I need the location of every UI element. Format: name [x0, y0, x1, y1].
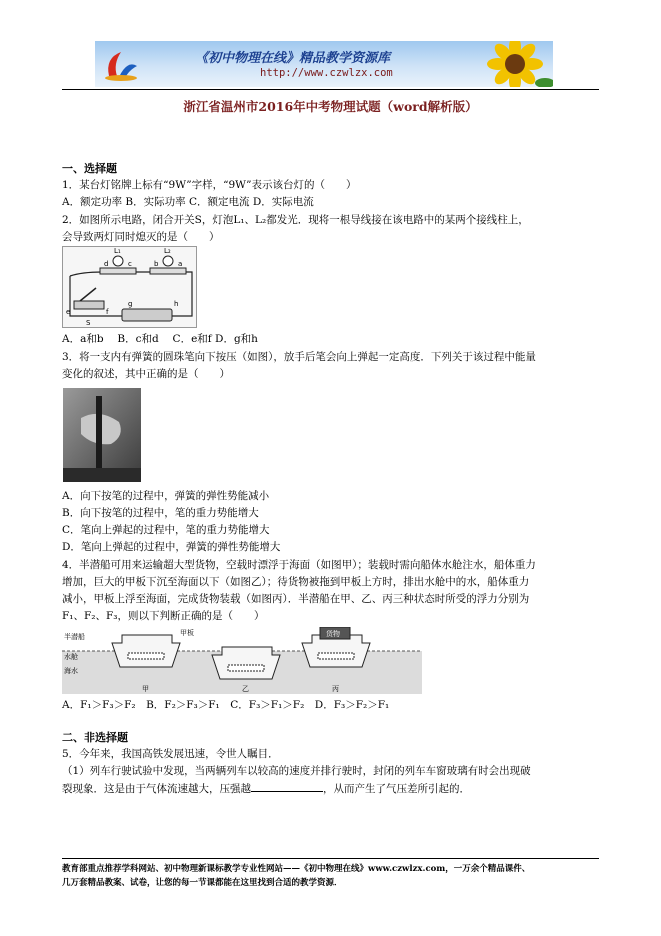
q5-part1-text-pre: 裂现象．这是由于气体流速越大，压强越	[62, 783, 251, 795]
label-c: c	[128, 260, 132, 268]
header-rule	[62, 89, 599, 90]
q3-option-a: A．向下按笔的过程中，弹簧的弹性势能减小	[62, 490, 270, 502]
q4-stem-line4: F₁、F₂、F₃，则以下判断正确的是（ ）	[62, 610, 265, 622]
label-e: e	[66, 308, 71, 316]
label-d: d	[104, 260, 109, 268]
label-g: g	[128, 300, 133, 308]
section-heading-choice: 一、选择题	[62, 162, 117, 175]
q5-part1-text-post: ，从而产生了气压差所引起的．	[323, 783, 470, 795]
q4-stem-line2: 增加，巨大的甲板下沉至海面以下（如图乙）；待货物被拖到甲板上方时，排出水舱中的水，船体重力	[62, 576, 530, 588]
label-L1: L₁	[114, 247, 121, 255]
footer-line1: 教育部重点推荐学科网站、初中物理新课标教学专业性网站——《初中物理在线》www.czwlzx.com，一万余个精品课件、	[62, 864, 531, 874]
q4-options: A．F₁＞F₃＞F₂ B．F₂＞F₃＞F₁ C．F₃＞F₁＞F₂ D．F₃＞F₂＞F₁	[62, 699, 390, 711]
label-L2: L₂	[164, 247, 171, 255]
label-semi-sub: 半潜船	[64, 633, 85, 641]
label-S: S	[86, 319, 91, 327]
q1-stem: 1．某台灯铭牌上标有“9W”字样，“9W”表示该台灯的（ ）	[62, 179, 357, 191]
q3-option-d: D．笔向上弹起的过程中，弹簧的弹性势能增大	[62, 541, 281, 553]
q5-part1-line1: （1）列车行驶试验中发现，当两辆列车以较高的速度并排行驶时，封闭的列车车窗玻璃有时会出现破	[62, 765, 531, 777]
q5-stem: 5．今年来，我国高铁发展迅速，令世人瞩目．	[62, 748, 279, 760]
q4-stem-line1: 4．半潜船可用来运输超大型货物，空载时漂浮于海面（如图甲）；装载时需向船体水舱注水，船体重力	[62, 559, 536, 571]
label-a: a	[178, 260, 183, 268]
label-yi: 乙	[242, 685, 249, 693]
header-banner	[95, 41, 553, 87]
label-deck: 甲板	[180, 629, 194, 637]
label-cargo: 货物	[326, 630, 340, 638]
q5-part1-line2	[62, 780, 470, 797]
footer-rule	[62, 858, 599, 859]
q3-stem-line2: 变化的叙述，其中正确的是（ ）	[62, 368, 230, 380]
q1-options: A．额定功率 B．实际功率 C．额定电流 D．实际电流	[62, 196, 314, 208]
q3-option-b: B．向下按笔的过程中，笔的重力势能增大	[62, 507, 259, 519]
banner-url: http://www.czwlzx.com	[260, 67, 393, 79]
label-jia: 甲	[142, 685, 149, 693]
footer-line2: 几万套精品教案、试卷，让您的每一节课都能在这里找到合适的教学资源．	[62, 878, 343, 888]
sunflower-icon	[475, 41, 553, 87]
semi-submersible-diagram	[62, 627, 422, 694]
label-h: h	[174, 300, 179, 308]
q2-stem-line1: 2．如图所示电路，闭合开关S，灯泡L₁、L₂都发光．现将一根导线接在该电路中的某两个接线柱上，	[62, 214, 529, 226]
label-ballast: 水舱	[64, 653, 78, 661]
label-seawater: 海水	[64, 667, 78, 675]
label-bing: 丙	[332, 685, 339, 693]
section-heading-nonchoice: 二、非选择题	[62, 731, 128, 744]
circuit-diagram	[62, 246, 197, 328]
q2-stem-line2: 会导致两灯同时熄灭的是（ ）	[62, 231, 220, 243]
label-f: f	[106, 308, 109, 316]
site-logo-icon	[101, 46, 141, 82]
pen-photo	[63, 388, 141, 482]
page-title: 浙江省温州市2016年中考物理试题（word解析版）	[183, 99, 478, 114]
label-b: b	[154, 260, 159, 268]
q2-options: A．a和b B．c和d C．e和f D．g和h	[62, 333, 258, 345]
q3-stem-line1: 3．将一支内有弹簧的圆珠笔向下按压（如图），放手后笔会向上弹起一定高度．下列关于该过程中能量	[62, 351, 536, 363]
banner-brand-text: 《初中物理在线》精品教学资源库	[195, 51, 391, 66]
q4-stem-line3: 减小，甲板上浮至海面，完成货物装载（如图丙）．半潜船在甲、乙、丙三种状态时所受的浮力分别为	[62, 593, 530, 605]
answer-blank[interactable]	[251, 780, 323, 792]
q3-option-c: C．笔向上弹起的过程中，笔的重力势能增大	[62, 524, 270, 536]
